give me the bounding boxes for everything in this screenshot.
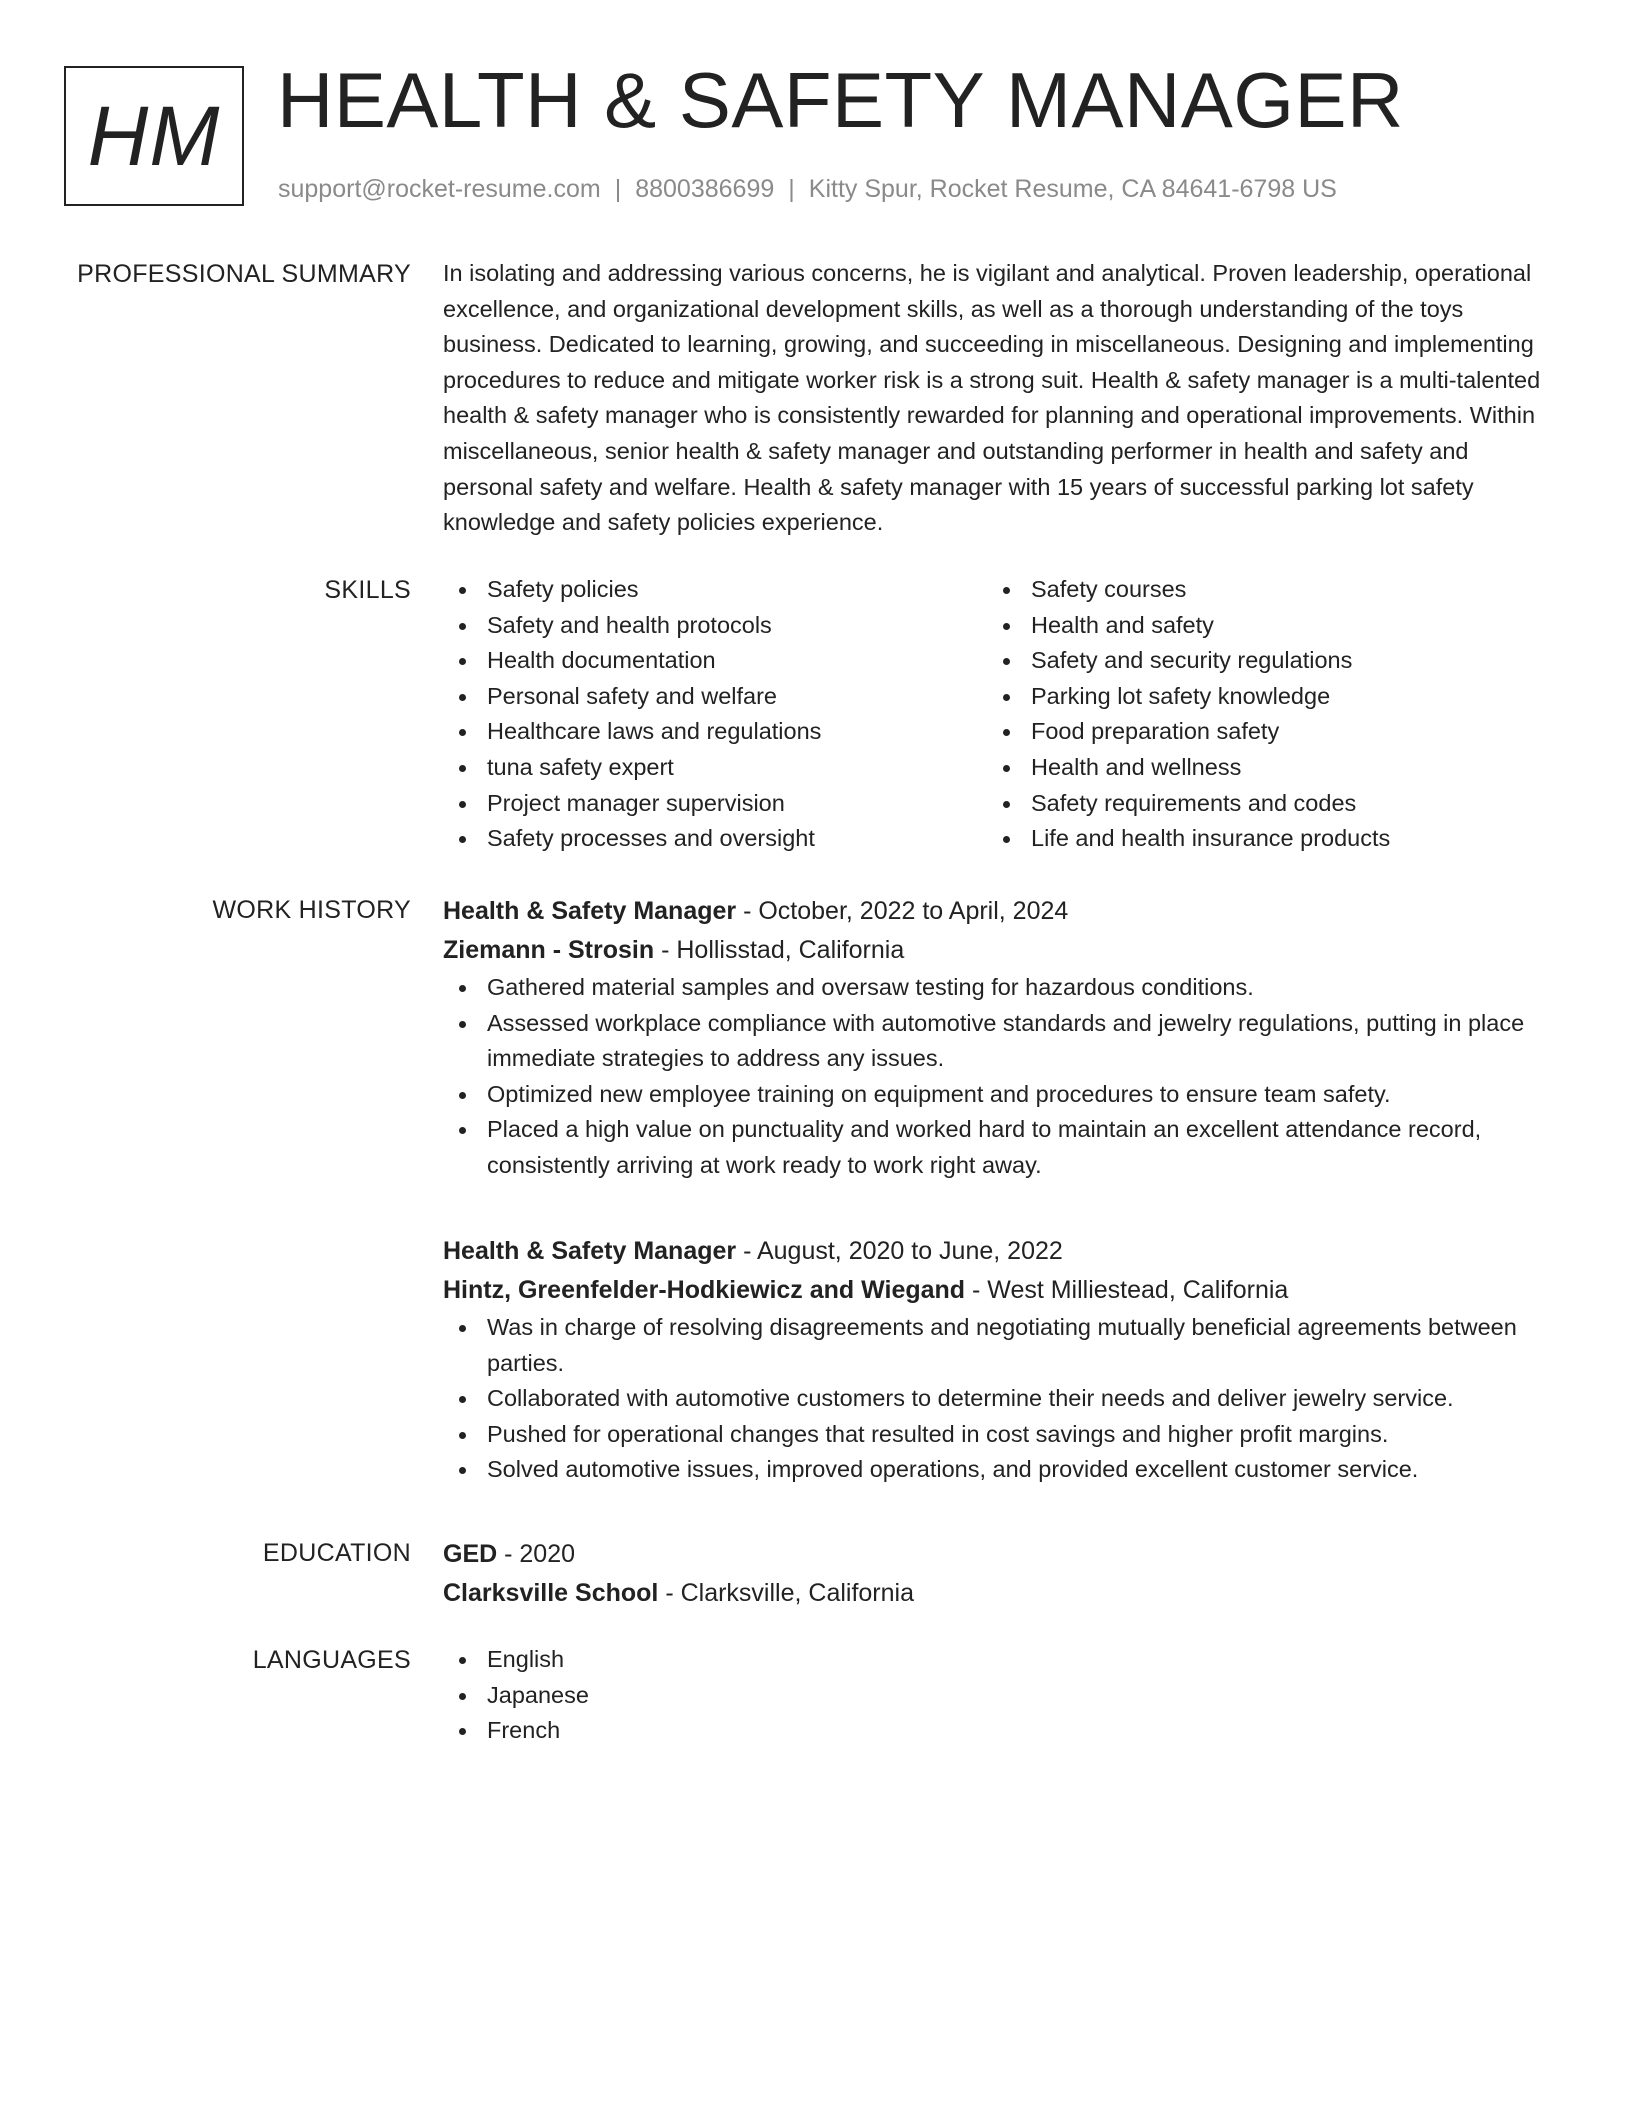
contact-line	[278, 174, 1337, 204]
job-title-line	[443, 1232, 1555, 1271]
skill-item: Safety courses	[987, 572, 1531, 608]
education-entry	[443, 1535, 1555, 1613]
job-duty-item: Collaborated with automotive customers to determine their needs and deliver jewelry service.	[443, 1381, 1555, 1417]
bullet-icon	[459, 658, 466, 665]
skill-item: Safety requirements and codes	[987, 786, 1531, 822]
skill-item: Project manager supervision	[443, 786, 987, 822]
bullet-icon	[459, 1657, 466, 1664]
skill-item: Health documentation	[443, 643, 987, 679]
bullet-icon	[459, 1325, 466, 1332]
job-entry	[443, 1232, 1555, 1488]
resume-title: HEALTH & SAFETY MANAGER	[277, 56, 1404, 144]
skills-list-right	[987, 572, 1531, 857]
skill-item: Safety and health protocols	[443, 608, 987, 644]
job-company: Hintz, Greenfelder-Hodkiewicz and Wiegand	[443, 1276, 966, 1304]
bullet-icon	[459, 1127, 466, 1134]
education-year: - 2020	[497, 1540, 576, 1568]
language-item: English	[443, 1642, 1555, 1678]
job-duty-item: Assessed workplace compliance with automotive standards and jewelry regulations, putting in place immediate strategies to address any issues.	[443, 1006, 1555, 1077]
job-duty-item: Placed a high value on punctuality and worked hard to maintain an excellent attendance record, consistently arriving at work ready to work right away.	[443, 1112, 1555, 1183]
job-duty-item: Was in charge of resolving disagreements and negotiating mutually beneficial agreements between parties.	[443, 1310, 1555, 1381]
job-duties-list	[443, 1310, 1555, 1488]
bullet-icon	[1003, 765, 1010, 772]
languages-heading: LANGUAGES	[252, 1646, 411, 1674]
skill-item: Health and wellness	[987, 750, 1531, 786]
bullet-icon	[459, 587, 466, 594]
bullet-icon	[459, 1021, 466, 1028]
languages-list	[443, 1642, 1555, 1749]
bullet-icon	[459, 1728, 466, 1735]
bullet-icon	[459, 1092, 466, 1099]
summary-body	[443, 256, 1555, 541]
skill-item: Personal safety and welfare	[443, 679, 987, 715]
job-location: - West Milliestead, California	[965, 1276, 1289, 1304]
job-company: Ziemann - Strosin	[443, 936, 655, 964]
bullet-icon	[1003, 729, 1010, 736]
bullet-icon	[1003, 587, 1010, 594]
contact-email[interactable]: support@rocket-resume.com	[278, 175, 601, 203]
language-item: Japanese	[443, 1678, 1555, 1714]
skills-grid	[443, 572, 1555, 857]
skill-item: Food preparation safety	[987, 714, 1531, 750]
job-company-line	[443, 1271, 1555, 1310]
education-heading: EDUCATION	[262, 1539, 411, 1567]
job-duties-list	[443, 970, 1555, 1184]
bullet-icon	[459, 1432, 466, 1439]
bullet-icon	[459, 765, 466, 772]
job-duty-item: Optimized new employee training on equipment and procedures to ensure team safety.	[443, 1077, 1555, 1113]
work-history-heading: WORK HISTORY	[212, 896, 411, 924]
job-duty-item: Pushed for operational changes that resulted in cost savings and higher profit margins.	[443, 1417, 1555, 1453]
job-location: - Hollisstad, California	[654, 936, 905, 964]
bullet-icon	[459, 836, 466, 843]
job-duty-item: Solved automotive issues, improved operations, and provided excellent customer service.	[443, 1452, 1555, 1488]
bullet-icon	[459, 1467, 466, 1474]
bullet-icon	[1003, 694, 1010, 701]
bullet-icon	[1003, 801, 1010, 808]
bullet-icon	[459, 1396, 466, 1403]
summary-text: In isolating and addressing various concerns, he is vigilant and analytical. Proven leadership, operational excellence, and organizational development skills, as well as a thorough understanding of the toys business. Dedicated to learning, growing, and succeeding in miscellaneous. Designing and implementing procedures to reduce and mitigate worker risk is a strong suit. Health & safety manager is a multi-talented health & safety manager who is consistently rewarded for planning and operational improvements. Within miscellaneous, senior health & safety manager and outstanding performer in health and safety and personal safety and welfare. Health & safety manager with 15 years of successful parking lot safety knowledge and safety policies experience.	[443, 260, 1541, 536]
job-title: Health & Safety Manager	[443, 897, 737, 925]
summary-heading: PROFESSIONAL SUMMARY	[77, 260, 411, 288]
skill-item: Parking lot safety knowledge	[987, 679, 1531, 715]
monogram-badge: HM	[64, 66, 244, 206]
skill-item: Life and health insurance products	[987, 821, 1531, 857]
job-entry	[443, 892, 1555, 1184]
contact-separator: |	[614, 175, 622, 203]
skill-item: Safety and security regulations	[987, 643, 1531, 679]
bullet-icon	[1003, 623, 1010, 630]
education-degree-line	[443, 1535, 1555, 1574]
languages-body	[443, 1642, 1555, 1749]
bullet-icon	[459, 985, 466, 992]
education-degree: GED	[443, 1540, 498, 1568]
bullet-icon	[459, 623, 466, 630]
skill-item: Healthcare laws and regulations	[443, 714, 987, 750]
job-duty-item: Gathered material samples and oversaw testing for hazardous conditions.	[443, 970, 1555, 1006]
bullet-icon	[1003, 658, 1010, 665]
job-title-line	[443, 892, 1555, 931]
bullet-icon	[459, 729, 466, 736]
job-company-line	[443, 931, 1555, 970]
skills-heading: SKILLS	[324, 576, 411, 604]
bullet-icon	[459, 1693, 466, 1700]
skills-list-left	[443, 572, 987, 857]
skill-item: Health and safety	[987, 608, 1531, 644]
job-dates: - October, 2022 to April, 2024	[736, 897, 1069, 925]
contact-separator: |	[788, 175, 795, 203]
skill-item: Safety processes and oversight	[443, 821, 987, 857]
job-title: Health & Safety Manager	[443, 1237, 737, 1265]
education-school: Clarksville School	[443, 1579, 659, 1607]
skill-item: tuna safety expert	[443, 750, 987, 786]
job-dates: - August, 2020 to June, 2022	[736, 1237, 1063, 1265]
bullet-icon	[459, 694, 466, 701]
language-item: French	[443, 1713, 1555, 1749]
contact-address: Kitty Spur, Rocket Resume, CA 84641-6798 US	[808, 175, 1337, 203]
bullet-icon	[1003, 836, 1010, 843]
education-school-line	[443, 1574, 1555, 1613]
skill-item: Safety policies	[443, 572, 987, 608]
contact-phone[interactable]: 8800386699	[635, 175, 775, 203]
education-location: - Clarksville, California	[658, 1579, 914, 1607]
bullet-icon	[459, 801, 466, 808]
